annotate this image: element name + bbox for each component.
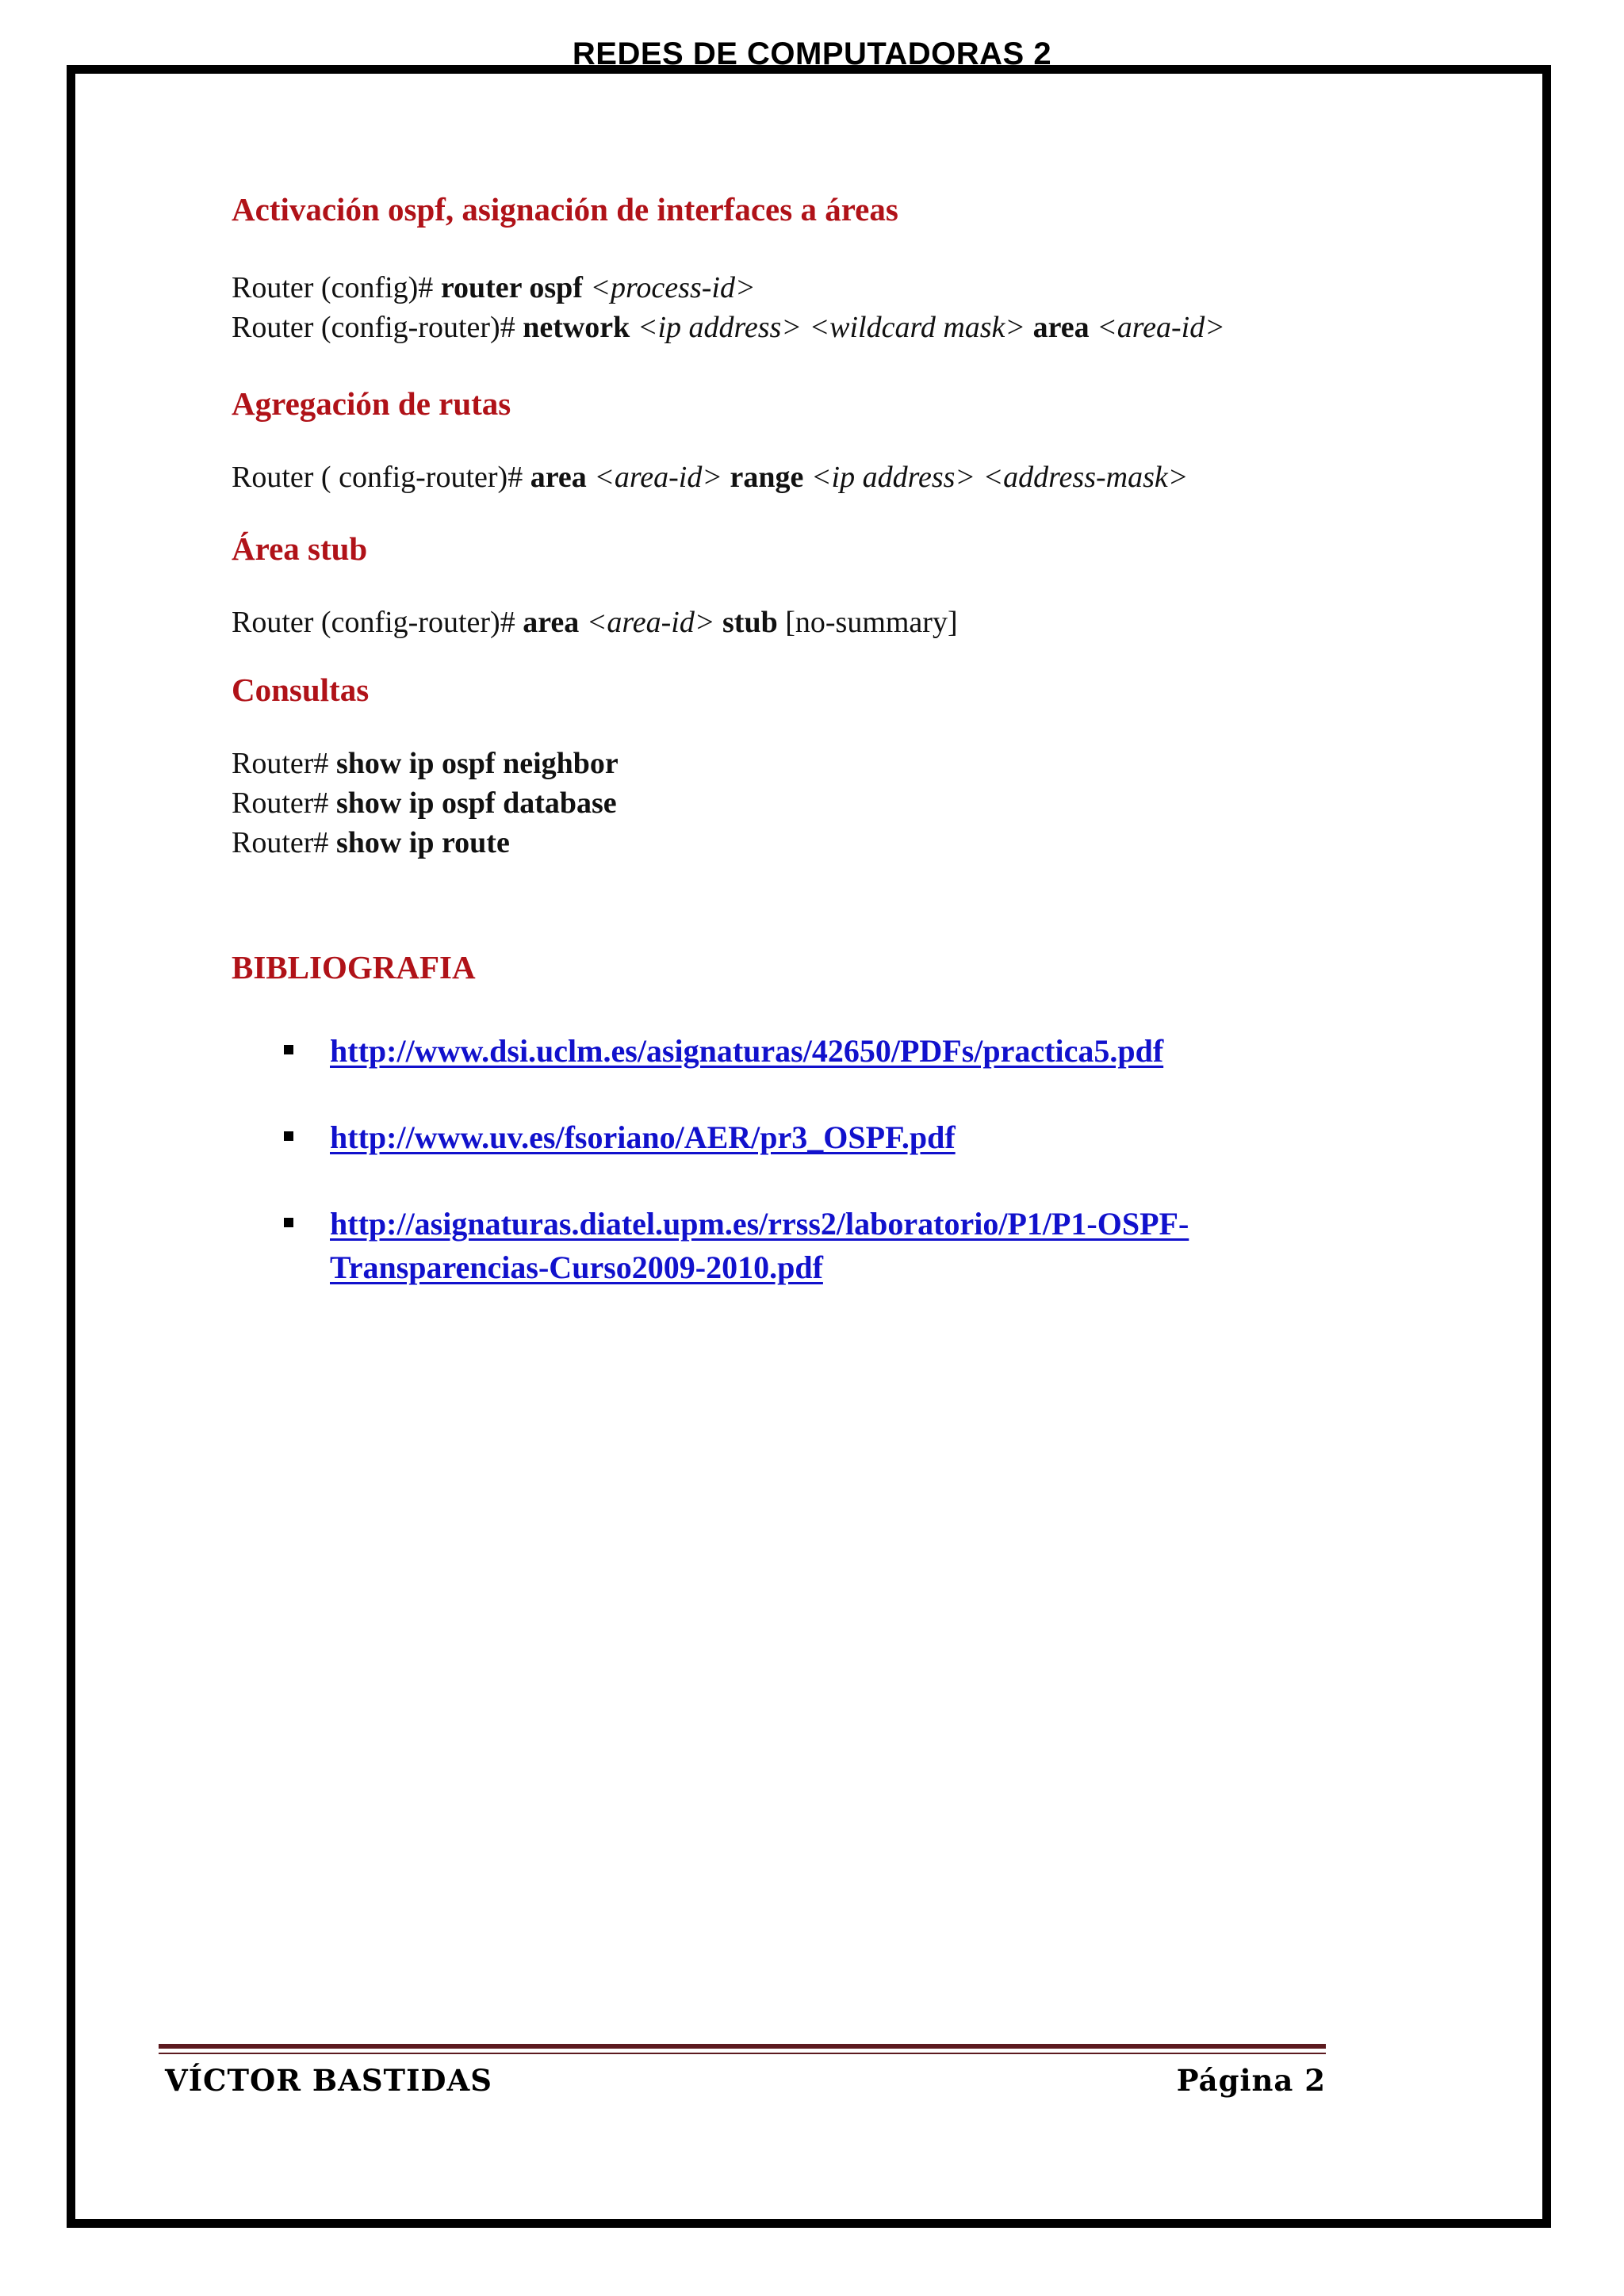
- command-prompt: Router (config-router)#: [232, 606, 523, 639]
- command-prompt: Router#: [232, 747, 336, 780]
- command-argument: <process-id>: [582, 271, 756, 304]
- command-line: [232, 308, 1225, 347]
- bibliography-item: [232, 1029, 1381, 1073]
- section-title-agregacion: Agregación de rutas: [232, 385, 511, 422]
- command-keyword: area: [530, 461, 587, 494]
- section-consultas: [232, 671, 369, 710]
- bibliography-list: [232, 1029, 1381, 1289]
- command-argument: <area-id>: [579, 606, 722, 639]
- command-prompt: Router (config)#: [232, 271, 441, 304]
- command-keyword: stub: [722, 606, 778, 639]
- page-footer: [165, 2063, 1326, 2098]
- command-keyword: router ospf: [440, 271, 583, 304]
- square-bullet-icon: [284, 1045, 293, 1054]
- command-line: [232, 268, 1225, 308]
- section-title-consultas: Consultas: [232, 672, 370, 708]
- command-keyword: area: [523, 606, 580, 639]
- command-keyword: network: [523, 311, 630, 344]
- square-bullet-icon: [284, 1218, 293, 1227]
- bibliography-link[interactable]: http://www.dsi.uclm.es/asignaturas/42650/PDFs/practica5.pdf: [330, 1033, 1164, 1069]
- command-keyword: range: [730, 461, 804, 494]
- section-agregacion: [232, 385, 511, 423]
- command-prompt: Router ( config-router)#: [232, 461, 530, 494]
- bibliography-link-line: http://asignaturas.diatel.upm.es/rrss2/laboratorio/P1/P1-OSPF-: [330, 1206, 1189, 1242]
- command-prompt: Router#: [232, 786, 336, 820]
- command-keyword: show ip route: [335, 826, 510, 859]
- command-line: [232, 783, 619, 823]
- agregacion-commands: [232, 457, 1188, 497]
- command-argument: <area-id>: [1089, 311, 1225, 344]
- command-line: [232, 457, 1188, 497]
- command-argument: <area-id>: [586, 461, 730, 494]
- command-line: [232, 744, 619, 783]
- section-ospf: [232, 190, 898, 229]
- bibliography-item: [232, 1202, 1381, 1289]
- command-keyword: show ip ospf database: [335, 786, 617, 820]
- command-prompt: Router#: [232, 826, 336, 859]
- stub-commands: [232, 603, 958, 642]
- footer-rule-thin: [159, 2053, 1326, 2054]
- footer-rule: [159, 2044, 1326, 2049]
- page-header: REDES DE COMPUTADORAS 2: [572, 36, 1052, 71]
- footer-page-number: Página 2: [1176, 2063, 1326, 2098]
- command-prompt: Router (config-router)#: [232, 311, 523, 344]
- section-title-bibliografia: BIBLIOGRAFIA: [232, 949, 476, 985]
- bibliography-link[interactable]: http://www.uv.es/fsoriano/AER/pr3_OSPF.pdf: [330, 1119, 956, 1155]
- footer-author: VÍCTOR BASTIDAS: [165, 2063, 492, 2098]
- command-keyword: area: [1032, 311, 1090, 344]
- command-keyword: show ip ospf neighbor: [335, 747, 619, 780]
- bibliography-link-line: Transparencias-Curso2009-2010.pdf: [330, 1249, 823, 1285]
- bibliography-link[interactable]: [330, 1206, 1189, 1285]
- bibliography-item: [232, 1115, 1381, 1159]
- command-option: [no-summary]: [777, 606, 958, 639]
- square-bullet-icon: [284, 1131, 293, 1141]
- section-title-ospf: Activación ospf, asignación de interfaces a áreas: [232, 191, 898, 228]
- command-line: [232, 823, 619, 863]
- bibliography-list-container: [232, 1029, 1381, 1289]
- command-line: [232, 603, 958, 642]
- command-argument: <ip address> <address-mask>: [803, 461, 1189, 494]
- consultas-commands: [232, 744, 619, 863]
- command-argument: <ip address> <wildcard mask>: [630, 311, 1033, 344]
- section-title-stub: Área stub: [232, 530, 368, 567]
- ospf-commands: [232, 268, 1225, 347]
- section-bibliografia: [232, 948, 476, 987]
- section-stub: [232, 530, 367, 568]
